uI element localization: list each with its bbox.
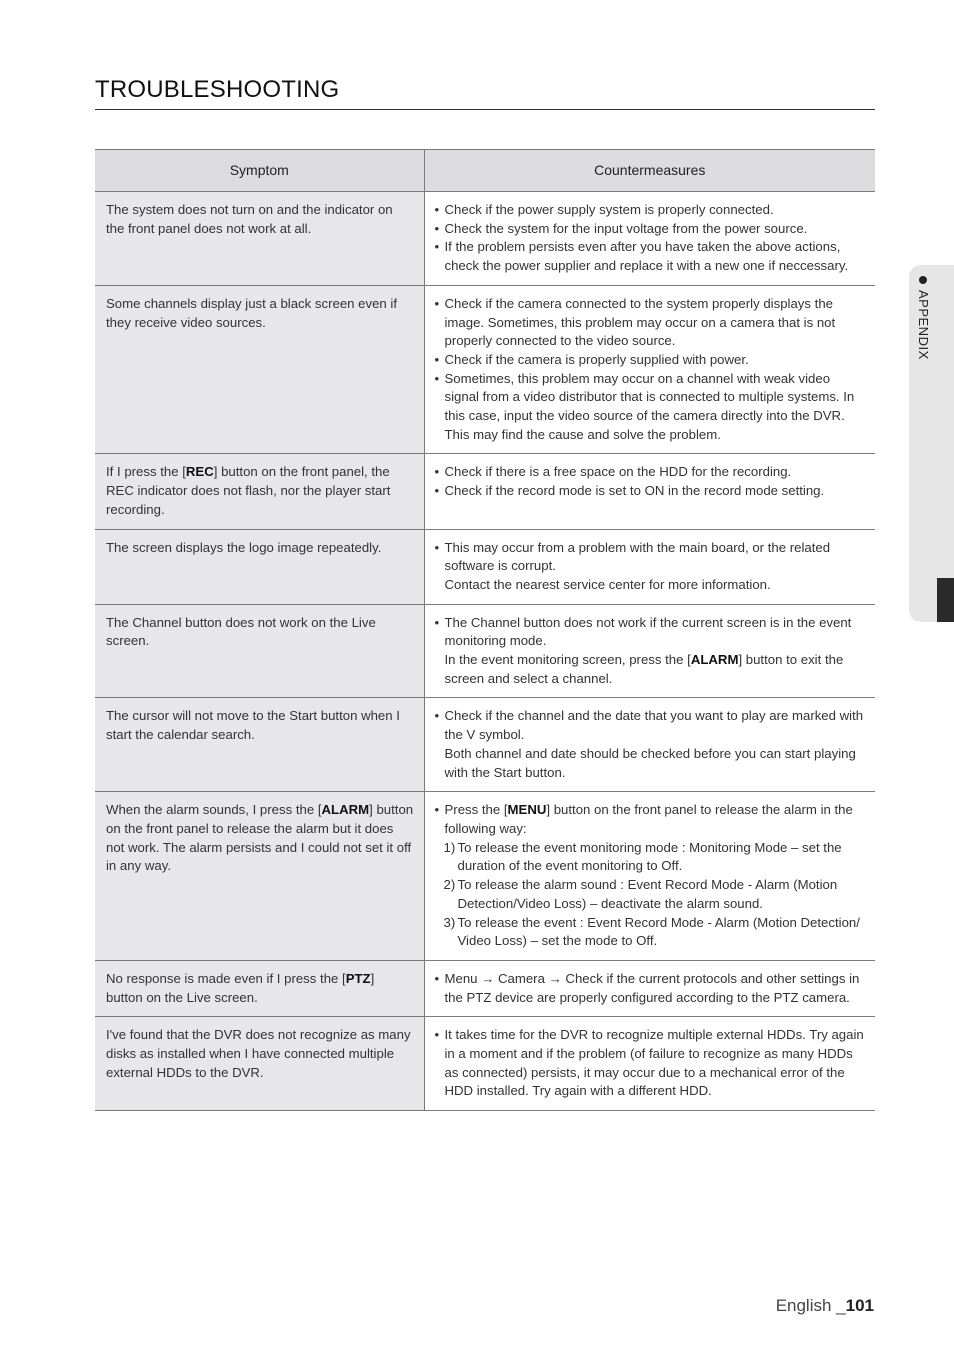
- table-row: [95, 529, 875, 604]
- rec-key-label: REC: [185, 464, 214, 480]
- list-item: • The Channel button does not work if the current screen is in the event monitoring mode. In the event monitoring screen, press the [ALARM] button to exit the screen and select a channel.: [435, 614, 866, 689]
- side-tab-marker: [937, 578, 954, 622]
- header-symptom: Symptom: [95, 150, 424, 192]
- step-item: 1) To release the event monitoring mode : Monitoring Mode – set the duration of the event monitoring to Off.: [443, 839, 842, 874]
- list-item: • This may occur from a problem with the main board, or the related software is corrupt. Contact the nearest service center for more information.: [435, 539, 866, 595]
- symptom-cell: The screen displays the logo image repeatedly.: [95, 529, 424, 604]
- symptom-cell: The system does not turn on and the indicator on the front panel does not work at all.: [95, 192, 424, 286]
- page-footer: [776, 1296, 874, 1316]
- step-item: 3) To release the event : Event Record Mode - Alarm (Motion Detection/ Video Loss) – set the mode to Off.: [443, 914, 860, 949]
- list-item: • Check if there is a free space on the HDD for the recording.: [435, 463, 866, 482]
- countermeasure-cell: [424, 192, 875, 286]
- bullet-icon: [919, 276, 927, 284]
- menu-key-label: MENU: [507, 802, 547, 818]
- countermeasure-cell: [424, 285, 875, 454]
- alarm-key-label: ALARM: [321, 802, 370, 818]
- symptom-cell: No response is made even if I press the [PTZ] button on the Live screen.: [95, 960, 424, 1016]
- page-number: 101: [845, 1296, 874, 1315]
- countermeasure-cell: [424, 1017, 875, 1111]
- countermeasure-cell: [424, 960, 875, 1016]
- countermeasure-cell: [424, 529, 875, 604]
- symptom-cell: If I press the [REC] button on the front panel, the REC indicator does not flash, nor the player start recording.: [95, 454, 424, 529]
- table-header-row: [95, 150, 875, 192]
- countermeasure-cell: [424, 604, 875, 698]
- table-row: [95, 454, 875, 529]
- table-row: [95, 698, 875, 792]
- list-item: • Menu → Camera → Check if the current protocols and other settings in the PTZ device are properly configured according to the PTZ camera.: [435, 970, 866, 1007]
- list-item: • Press the [MENU] button on the front panel to release the alarm in the following way:: [435, 801, 866, 838]
- symptom-cell: I've found that the DVR does not recognize as many disks as installed when I have connected multiple external HDDs to the DVR.: [95, 1017, 424, 1111]
- step-item: 2) To release the alarm sound : Event Record Mode - Alarm (Motion Detection/Video Loss) – deactivate the alarm sound.: [443, 877, 838, 911]
- list-item: • Check the system for the input voltage from the power source.: [435, 220, 866, 239]
- table-row: [95, 604, 875, 698]
- page-title: TROUBLESHOOTING: [95, 76, 875, 110]
- list-item: • It takes time for the DVR to recognize multiple external HDDs. Try again in a moment and if the problem (of failure to recognize as many HDDs as connected) persists, it may occur due to a mechanical error of the HDD installed. Try again with a different HDD.: [435, 1026, 866, 1101]
- list-item: • If the problem persists even after you have taken the above actions, check the power supplier and replace it with a new one if neccessary.: [435, 238, 866, 275]
- table-row: [95, 792, 875, 961]
- header-countermeasures: Countermeasures: [424, 150, 875, 192]
- symptom-cell: Some channels display just a black screen even if they receive video sources.: [95, 285, 424, 454]
- table-row: [95, 960, 875, 1016]
- table-row: [95, 1017, 875, 1111]
- list-item: • Check if the power supply system is properly connected.: [435, 201, 866, 220]
- side-tab-label: APPENDIX: [916, 276, 931, 360]
- table-row: [95, 285, 875, 454]
- ptz-key-label: PTZ: [345, 970, 371, 986]
- list-item: • Sometimes, this problem may occur on a channel with weak video signal from a video distributor that is connected to multiple systems. In this case, input the video source of the camera directly into the DVR. This may find the cause and solve the problem.: [435, 370, 866, 445]
- table-row: [95, 192, 875, 286]
- list-item: • Check if the camera is properly supplied with power.: [435, 351, 866, 370]
- symptom-cell: When the alarm sounds, I press the [ALARM] button on the front panel to release the alarm but it does not work. The alarm persists and I could not set it off in any way.: [95, 792, 424, 961]
- countermeasure-cell: [424, 792, 875, 961]
- footer-language: English _: [775, 1296, 846, 1315]
- troubleshooting-table: [95, 149, 875, 1111]
- list-item: • Check if the channel and the date that you want to play are marked with the V symbol. Both channel and date should be checked before you can start playing with the Start button.: [435, 707, 866, 782]
- alarm-key-label: ALARM: [690, 652, 739, 668]
- countermeasure-cell: [424, 698, 875, 792]
- symptom-cell: The cursor will not move to the Start button when I start the calendar search.: [95, 698, 424, 792]
- symptom-cell: The Channel button does not work on the Live screen.: [95, 604, 424, 698]
- list-item: • Check if the record mode is set to ON in the record mode setting.: [435, 482, 866, 501]
- countermeasure-cell: [424, 454, 875, 529]
- list-item: • Check if the camera connected to the system properly displays the image. Sometimes, this problem may occur on a camera that is not properly connected to the video source.: [435, 295, 866, 351]
